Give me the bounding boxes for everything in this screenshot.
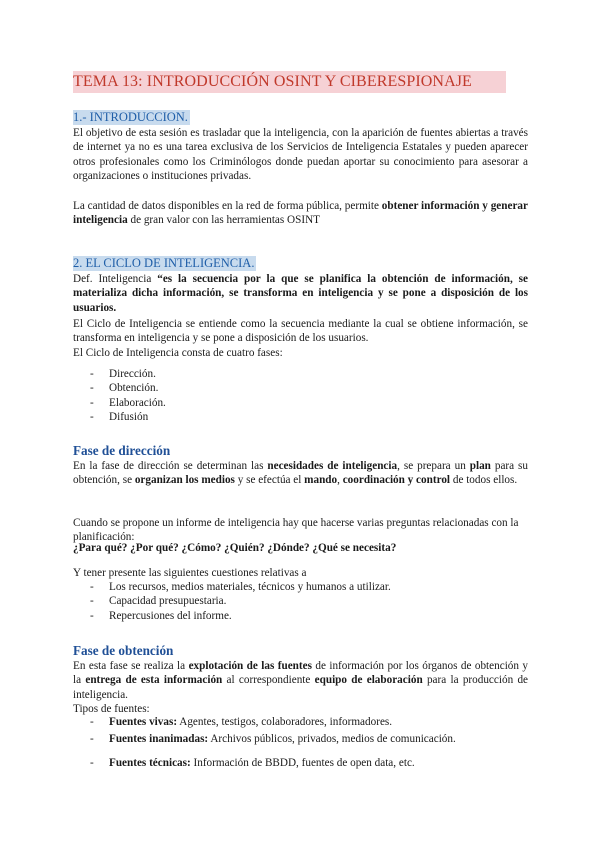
considerations-intro: Y tener presente las siguientes cuestiones relativas a [73, 567, 307, 579]
list-item: - Obtención. [73, 381, 528, 395]
list-item: - Difusión [73, 410, 528, 424]
list-item: - Fuentes inanimadas: Archivos públicos, privados, medios de comunicación. [73, 731, 528, 748]
document-title: TEMA 13: INTRODUCCIÓN OSINT Y CIBERESPIONAJE [73, 71, 506, 93]
sources-list [73, 714, 528, 772]
cycle-phases-list [73, 367, 528, 425]
intro-paragraph: El objetivo de esta sesión es trasladar que la inteligencia, con la aparición de fuentes abiertas a través de internet ya no es una tarea exclusiva de los Servicios de Inteligencia Estatales y pueden aparecer otros profesionales como los Criminólogos donde puedan aportar su conocimiento para asesorar a organizaciones o instituciones privadas. [73, 127, 528, 183]
direccion-paragraph: En la fase de dirección se determinan las necesidades de inteligencia, se prepara un plan para su obtención, se organizan los medios y se efectúa el mando, coordinación y control de todos ellos. [73, 460, 529, 487]
cycle-paragraph: El Ciclo de Inteligencia se entiende como la secuencia mediante la cual se obtiene información, se transforma en inteligencia y se pone a disposición de los usuarios. [73, 318, 528, 345]
planning-paragraph: Cuando se propone un informe de inteligencia hay que hacerse varias preguntas relacionadas con la planificación: [73, 517, 519, 544]
cycle-phases-intro: El Ciclo de Inteligencia consta de cuatro fases: [73, 347, 283, 359]
list-item: - Fuentes técnicas: Información de BBDD, fuentes de open data, etc. [73, 755, 528, 772]
sources-intro: Tipos de fuentes: [73, 703, 150, 715]
considerations-list [73, 580, 528, 623]
planning-questions: ¿Para qué? ¿Por qué? ¿Cómo? ¿Quién? ¿Dónde? ¿Qué se necesita? [73, 542, 397, 554]
definition-paragraph: Def. Inteligencia “es la secuencia por la que se planifica la obtención de información, se materializa dicha información, se transforma en inteligencia y se pone a disposición de los usuarios. [73, 273, 528, 314]
section-heading-ciclo: 2. EL CICLO DE INTELIGENCIA. [73, 256, 255, 270]
list-item: - Los recursos, medios materiales, técnicos y humanos a utilizar. [73, 580, 528, 594]
phase-heading-direccion: Fase de dirección [73, 443, 171, 458]
phase-heading-obtencion: Fase de obtención [73, 643, 174, 658]
list-item: - Dirección. [73, 367, 528, 381]
list-item: - Capacidad presupuestaria. [73, 594, 528, 608]
data-paragraph: La cantidad de datos disponibles en la red de forma pública, permite obtener información y generar inteligencia de gran valor con las herramientas OSINT [73, 200, 528, 227]
list-item: - Elaboración. [73, 396, 528, 410]
list-item: - Fuentes vivas: Agentes, testigos, colaboradores, informadores. [73, 714, 528, 731]
section-heading-introduccion: 1.- INTRODUCCION. [73, 110, 188, 124]
obtencion-paragraph: En esta fase se realiza la explotación de las fuentes de información por los órganos de obtención y la entrega de esta información al correspondiente equipo de elaboración para la producción de inteligencia. [73, 660, 529, 701]
list-item: - Repercusiones del informe. [73, 609, 528, 623]
